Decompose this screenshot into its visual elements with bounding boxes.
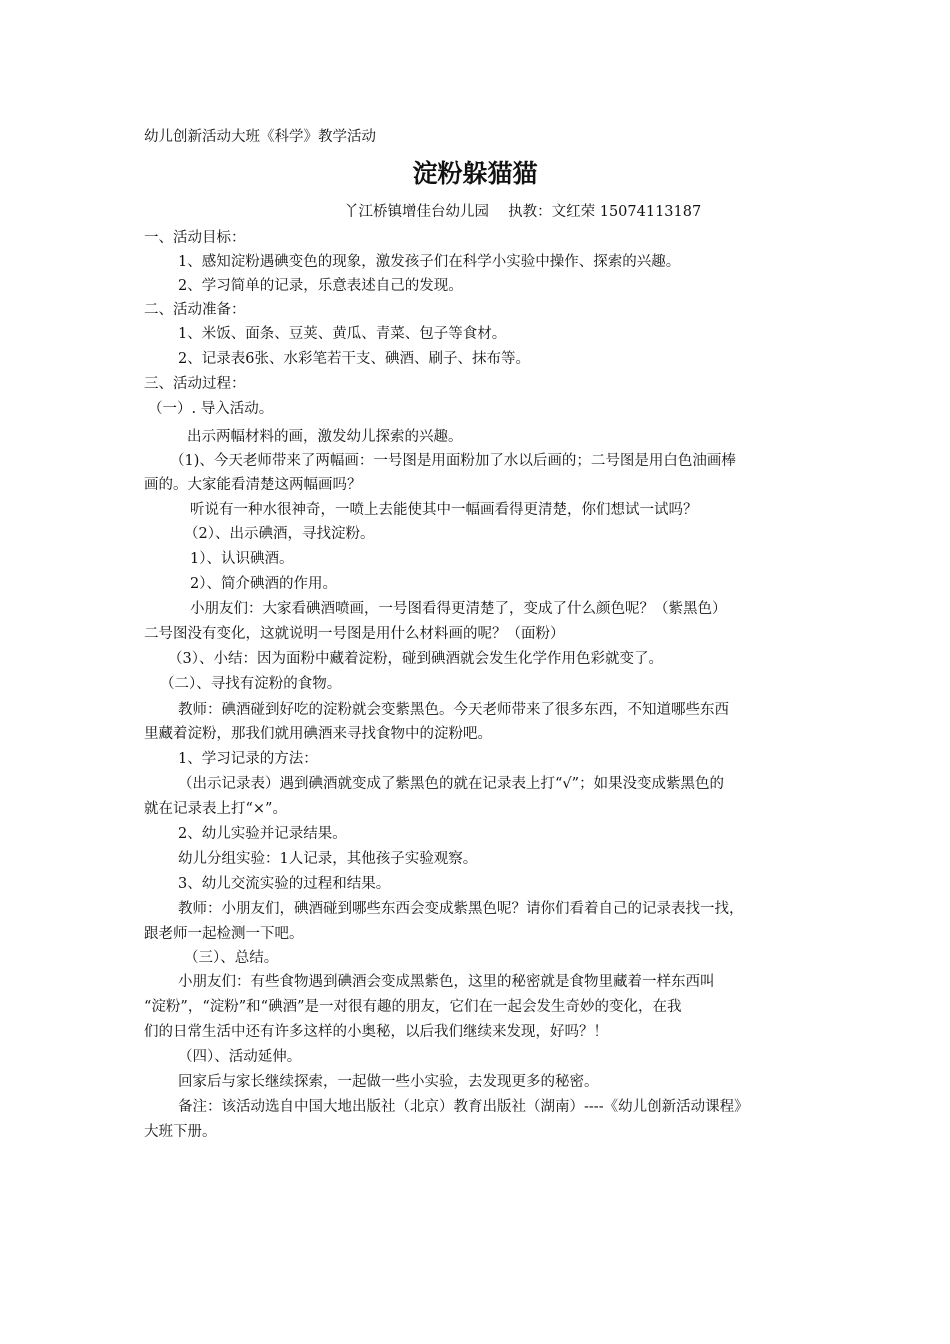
section-heading: 三、活动过程： (144, 376, 246, 392)
paragraph-line: 幼儿分组实验：1人记录，其他孩子实验观察。 (178, 851, 478, 867)
author-line: 丫江桥镇增佳台幼儿园 执教：文红荣 15074113187 (344, 204, 702, 220)
section-heading: 二、活动准备： (144, 302, 246, 318)
section-heading: 一、活动目标： (144, 230, 246, 246)
subsection-heading: （四）、活动延伸。 (178, 1049, 302, 1065)
paragraph-line: 二号图没有变化，这就说明一号图是用什么材料画的呢？（面粉） (144, 626, 565, 642)
paragraph-line: （3）、小结：因为面粉中藏着淀粉，碰到碘酒就会发生化学作用色彩就变了。 (168, 651, 663, 667)
paragraph-line: 回家后与家长继续探索，一起做一些小实验，去发现更多的秘密。 (178, 1074, 599, 1090)
paragraph-line: 里藏着淀粉，那我们就用碘酒来寻找食物中的淀粉吧。 (144, 726, 492, 742)
paragraph-line: 小朋友们：大家看碘酒喷画，一号图看得更清楚了，变成了什么颜色呢？（紫黑色） (190, 601, 727, 617)
paragraph-line: （出示记录表）遇到碘酒就变成了紫黑色的就在记录表上打“√”；如果没变成紫黑色的 (178, 776, 725, 792)
paragraph-line: 2、记录表6张、水彩笔若干支、碘酒、刷子、抹布等。 (178, 351, 530, 367)
paragraph-line: “淀粉”，“淀粉”和“碘酒”是一对很有趣的朋友，它们在一起会发生奇妙的变化，在我 (144, 999, 682, 1015)
paragraph-line: 1）、认识碘酒。 (190, 551, 294, 567)
document-title: 淀粉躲猫猫 (412, 159, 538, 188)
paragraph-line: （1)、今天老师带来了两幅画：一号图是用面粉加了水以后画的；二号图是用白色油画棒 (170, 453, 736, 469)
paragraph-line: （2）、出示碘酒，寻找淀粉。 (184, 526, 375, 542)
document-header: 幼儿创新活动大班《科学》教学活动 (144, 129, 376, 145)
paragraph-line: 2、幼儿实验并记录结果。 (178, 826, 347, 842)
paragraph-line: 1、感知淀粉遇碘变色的现象，激发孩子们在科学小实验中操作、探索的兴趣。 (178, 254, 681, 270)
subsection-heading: （二）、寻找有淀粉的食物。 (160, 676, 342, 692)
paragraph-line: 跟老师一起检测一下吧。 (144, 926, 304, 942)
paragraph-line: 大班下册。 (144, 1124, 217, 1140)
paragraph-line: 备注：该活动选自中国大地出版社（北京）教育出版社（湖南）----《幼儿创新活动课程》 (178, 1099, 749, 1115)
paragraph-line: 小朋友们：有些食物遇到碘酒会变成黑紫色，这里的秘密就是食物里藏着一样东西叫 (178, 974, 715, 990)
paragraph-line: 画的。大家能看清楚这两幅画吗？ (144, 477, 362, 493)
paragraph-line: 教师：碘酒碰到好吃的淀粉就会变紫黑色。今天老师带来了很多东西，不知道哪些东西 (178, 702, 729, 718)
paragraph-line: 2、学习简单的记录，乐意表述自己的发现。 (178, 278, 463, 294)
paragraph-line: 1、米饭、面条、豆荚、黄瓜、青菜、包子等食材。 (178, 326, 507, 342)
paragraph-line: 1、学习记录的方法： (178, 751, 318, 767)
paragraph-line: 教师：小朋友们，碘酒碰到哪些东西会变成紫黑色呢？请你们看着自己的记录表找一找， (178, 901, 744, 917)
paragraph-line: 出示两幅材料的画，激发幼儿探索的兴趣。 (187, 429, 463, 445)
paragraph-line: 听说有一种水很神奇，一喷上去能使其中一幅画看得更清楚，你们想试一试吗？ (190, 502, 698, 518)
paragraph-line: 们的日常生活中还有许多这样的小奥秘，以后我们继续来发现，好吗？！ (144, 1024, 608, 1040)
subsection-heading: （一）. 导入活动。 (148, 401, 274, 417)
paragraph-line: 就在记录表上打“×”。 (144, 801, 287, 817)
paragraph-line: 3、幼儿交流实验的过程和结果。 (178, 876, 391, 892)
paragraph-line: 2）、简介碘酒的作用。 (190, 576, 337, 592)
subsection-heading: （三）、总结。 (184, 950, 279, 966)
